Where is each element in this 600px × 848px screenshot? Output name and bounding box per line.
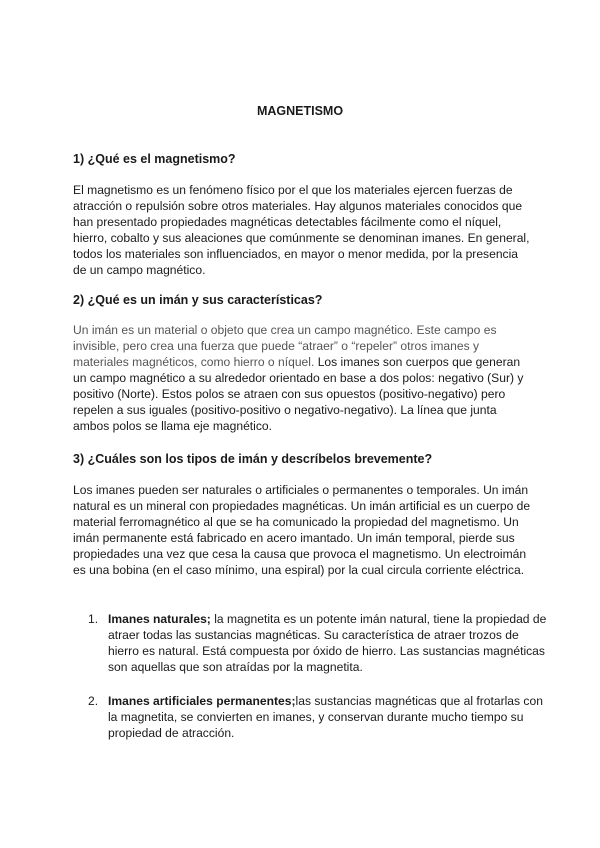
document-title: MAGNETISMO [256, 104, 344, 118]
magnet-types-list [88, 611, 548, 741]
section-2-text-grey: Un imán es un material o objeto que crea un campo magnético. Este campo es invisible, pero crea una fuerza que puede “atraer” o “repeler” otros imanes y materiales magnéticos, como hierro o níquel. [73, 323, 497, 369]
list-item [88, 611, 548, 675]
list-item-number: 1. [88, 612, 99, 626]
list-item-lead: Imanes naturales; [108, 612, 211, 626]
list-item-text: las sustancias magnéticas que al frotarlas con la magnetita, se convierten en imanes, y conservan durante mucho tiempo su propiedad de atracción. [108, 694, 543, 740]
list-item-number: 2. [88, 694, 99, 708]
section-2-text-main: Los imanes son cuerpos que generan un campo magnético a su alrededor orientado en base a dos polos: negativo (Sur) y positivo (Norte). Estos polos se atraen con sus opuestos (positivo-negativo) pero repelen a sus iguales (positivo-positivo o negativo-negativo). La línea que junta ambos polos se llama eje magnético. [73, 355, 524, 433]
section-2-heading: 2) ¿Qué es un imán y sus características? [73, 293, 323, 307]
section-3-text: Los imanes pueden ser naturales o artificiales o permanentes o temporales. Un imán natural es un mineral con propiedades magnéticas. Un imán artificial es un cuerpo de material ferromagnético al que se ha comunicado la propiedad del magnetismo. Un imán permanente está fabricado en acero imantado. Un imán temporal, pierde sus propiedades una vez que cesa la causa que provoca el magnetismo. Un electroimán es una bobina (en el caso mínimo, una espiral) por la cual circula corriente eléctrica. [73, 483, 531, 577]
section-1-text: El magnetismo es un fenómeno físico por el que los materiales ejercen fuerzas de atracción o repulsión sobre otros materiales. Hay algunos materiales conocidos que han presentado propiedades magnéticas detectables fácilmente como el níquel, hierro, cobalto y sus aleaciones que comúnmente se denominan imanes. En general, todos los materiales son influenciados, en mayor o menor medida, por la presencia de un campo magnético. [73, 183, 530, 277]
section-1-heading: 1) ¿Qué es el magnetismo? [73, 152, 236, 166]
section-2-text [73, 322, 533, 434]
section-3-heading: 3) ¿Cuáles son los tipos de imán y descríbelos brevemente? [73, 452, 433, 466]
list-item [88, 693, 548, 741]
list-item-text: la magnetita es un potente imán natural, tiene la propiedad de atraer todas las sustancias magnéticas. Su característica de atraer trozos de hierro es natural. Está compuesta por óxido de hierro. Las sustancias magnéticas son aquellas que son atraídas por la magnetita. [108, 612, 547, 674]
list-item-lead: Imanes artificiales permanentes; [108, 694, 296, 708]
